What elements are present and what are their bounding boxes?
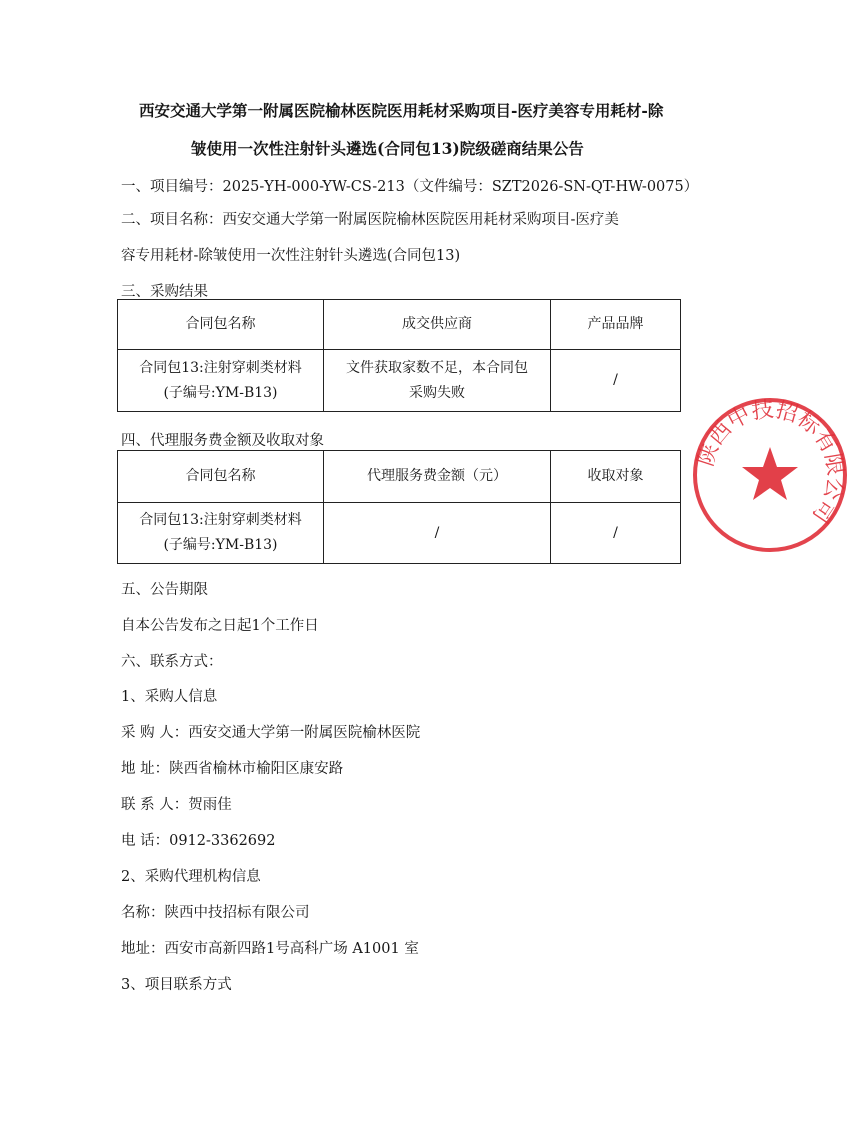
agency-info-heading: 2、采购代理机构信息 — [121, 869, 261, 885]
table-header-row — [118, 300, 681, 350]
company-seal — [690, 395, 850, 555]
seal-text: 陕西中技招标有限公司 — [693, 397, 848, 528]
header-supplier: 成交供应商 — [324, 300, 551, 350]
cell-brand: / — [551, 350, 681, 412]
section-3-heading: 三、采购结果 — [121, 284, 208, 300]
buyer-name: 采 购 人：西安交通大学第一附属医院榆林医院 — [121, 725, 421, 741]
header-package: 合同包名称 — [118, 300, 324, 350]
cell-recipient: / — [551, 503, 681, 564]
table-row — [118, 503, 681, 564]
header-fee: 代理服务费金额（元） — [324, 451, 551, 503]
procurement-result-table — [117, 299, 681, 412]
agency-name: 名称：陕西中技招标有限公司 — [121, 905, 310, 921]
cell-package — [118, 503, 324, 564]
cell-supplier — [324, 350, 551, 412]
supplier-result-line-2: 采购失败 — [409, 384, 465, 401]
project-contact-heading: 3、项目联系方式 — [121, 977, 232, 993]
cell-fee: / — [324, 503, 551, 564]
title-line-2: 皱使用一次性注射针头遴选(合同包13)院级磋商结果公告 — [191, 139, 584, 158]
section-5-heading: 五、公告期限 — [121, 582, 208, 598]
buyer-phone: 电 话：0912-3362692 — [121, 833, 276, 849]
project-name-line-1: 二、项目名称：西安交通大学第一附属医院榆林医院医用耗材采购项目-医疗美 — [121, 212, 619, 228]
seal-star-icon — [742, 447, 798, 500]
package-name: 合同包13:注射穿刺类材料 — [139, 512, 302, 528]
table-row — [118, 350, 681, 412]
supplier-result-line-1: 文件获取家数不足，本合同包 — [346, 359, 528, 376]
section-4-heading: 四、代理服务费金额及收取对象 — [121, 433, 324, 449]
announcement-period: 自本公告发布之日起1个工作日 — [121, 618, 319, 634]
header-recipient: 收取对象 — [551, 451, 681, 503]
package-sub-number: (子编号:YM-B13) — [163, 384, 278, 401]
buyer-address: 地 址：陕西省榆林市榆阳区康安路 — [121, 761, 344, 777]
package-name: 合同包13:注射穿刺类材料 — [139, 359, 302, 376]
title-line-1: 西安交通大学第一附属医院榆林医院医用耗材采购项目-医疗美容专用耗材-除 — [139, 101, 664, 120]
agency-fee-table — [117, 450, 681, 564]
cell-package — [118, 350, 324, 412]
table-header-row — [118, 451, 681, 503]
project-name-line-2: 容专用耗材-除皱使用一次性注射针头遴选(合同包13) — [121, 248, 461, 264]
section-6-heading: 六、联系方式： — [121, 654, 223, 670]
buyer-contact: 联 系 人：贺雨佳 — [121, 797, 232, 813]
project-number: 一、项目编号：2025-YH-000-YW-CS-213（文件编号：SZT2026-SN-QT-HW-0075） — [121, 179, 699, 195]
buyer-info-heading: 1、采购人信息 — [121, 689, 218, 705]
header-brand: 产品品牌 — [551, 300, 681, 350]
agency-address: 地址：西安市高新四路1号高科广场 A1001 室 — [121, 941, 419, 957]
package-sub-number: (子编号:YM-B13) — [163, 537, 278, 553]
header-package: 合同包名称 — [118, 451, 324, 503]
